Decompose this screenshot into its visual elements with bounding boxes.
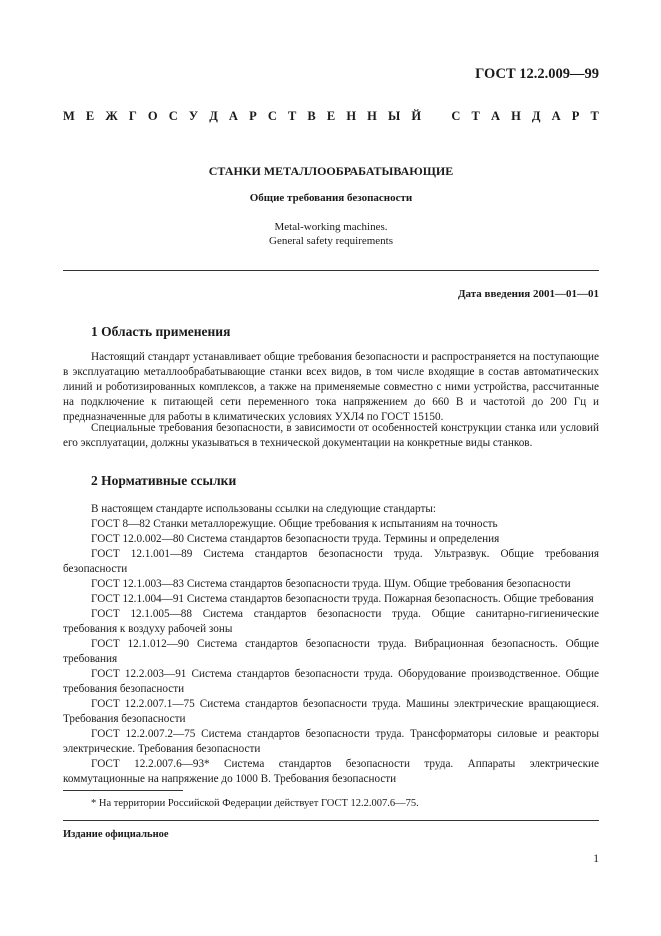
section-1-paragraph-2: Специальные требования безопасности, в зависимости от особенностей конструкции станка или условий его эксплуатации, должны указываться в технической документации на конкретные виды станков. bbox=[63, 422, 599, 449]
reference-item: ГОСТ 8—82 Станки металлорежущие. Общие требования к испытаниям на точность bbox=[91, 518, 498, 530]
banner-letter: Р bbox=[571, 109, 580, 123]
banner-letter: Р bbox=[249, 109, 257, 123]
page-number: 1 bbox=[593, 853, 599, 865]
reference-item: ГОСТ 12.0.002—80 Система стандартов безопасности труда. Термины и определения bbox=[91, 533, 500, 545]
banner-letter: У bbox=[188, 109, 199, 123]
english-title-line-2: General safety requirements bbox=[269, 235, 393, 247]
footer-divider bbox=[63, 820, 599, 821]
banner-letter: М bbox=[63, 109, 75, 123]
banner-gap bbox=[432, 109, 440, 124]
banner-letter: Т bbox=[590, 109, 599, 123]
banner-letter: О bbox=[147, 109, 158, 123]
banner-letter: С bbox=[451, 109, 461, 123]
document-subtitle: Общие требования безопасности bbox=[249, 192, 413, 204]
banner-letter: С bbox=[168, 109, 178, 123]
section-1-paragraph-1: Настоящий стандарт устанавливает общие требования безопасности и распространяется на поступающие в эксплуатацию металлообрабатывающие станки всех видов, в том числе входящие в состав автоматических линий и роботизированных комплексов, а также на применяемые совместно с ними устройства, рассчитанные на подключение к питающей сети переменного тока напряжением до 660 В и частотой до 200 Гц и предназначенные для работы в климатических условиях УХЛ4 по ГОСТ 15150. bbox=[63, 351, 599, 423]
banner-letter: Ж bbox=[105, 109, 118, 123]
banner-letter: А bbox=[228, 109, 238, 123]
banner-letter: А bbox=[551, 109, 561, 123]
banner-letter: А bbox=[490, 109, 500, 123]
standard-code: ГОСТ 12.2.009—99 bbox=[475, 66, 599, 82]
banner-letter: В bbox=[307, 109, 316, 123]
english-title bbox=[63, 220, 599, 248]
banner-letter: Й bbox=[411, 109, 422, 123]
edition-label: Издание официальное bbox=[63, 829, 169, 840]
reference-item: ГОСТ 12.1.004—91 Система стандартов безопасности труда. Пожарная безопасность. Общие требования bbox=[91, 593, 594, 605]
references-intro: В настоящем стандарте использованы ссылки на следующие стандарты: bbox=[91, 503, 436, 515]
reference-item: ГОСТ 12.2.007.1—75 Система стандартов безопасности труда. Машины электрические вращающиеся. Требования безопасности bbox=[63, 698, 599, 725]
banner-letter: Н bbox=[367, 109, 377, 123]
section-1-heading: 1 Область применения bbox=[91, 324, 231, 339]
reference-item: ГОСТ 12.1.012—90 Система стандартов безопасности труда. Вибрационная безопасность. Общие требования bbox=[63, 638, 599, 665]
reference-item: ГОСТ 12.2.007.2—75 Система стандартов безопасности труда. Трансформаторы силовые и реакторы электрические. Требования безопасности bbox=[63, 728, 599, 755]
section-2-heading: 2 Нормативные ссылки bbox=[91, 473, 237, 488]
reference-item: ГОСТ 12.2.007.6—93* Система стандартов безопасности труда. Аппараты электрические коммутационные на напряжение до 1000 В. Требования безопасности bbox=[63, 758, 599, 785]
banner-letter: С bbox=[267, 109, 277, 123]
footnote: * На территории Российской Федерации действует ГОСТ 12.2.007.6—75. bbox=[91, 798, 419, 809]
interstate-standard-banner bbox=[63, 109, 599, 124]
reference-item: ГОСТ 12.1.005—88 Система стандартов безопасности труда. Общие санитарно-гигиенические требования к воздуху рабочей зоны bbox=[63, 608, 599, 635]
banner-letter: Н bbox=[511, 109, 521, 123]
banner-letter: Е bbox=[85, 109, 95, 123]
title-divider bbox=[63, 270, 599, 271]
banner-letter: Д bbox=[531, 109, 541, 123]
footnote-rule bbox=[63, 790, 183, 791]
banner-letter: Ы bbox=[388, 109, 401, 123]
reference-item: ГОСТ 12.1.003—83 Система стандартов безопасности труда. Шум. Общие требования безопасности bbox=[91, 578, 571, 590]
banner-letter: Н bbox=[346, 109, 357, 123]
effective-date: Дата введения 2001—01—01 bbox=[457, 288, 599, 300]
banner-letter: Т bbox=[471, 109, 480, 123]
banner-letter: Г bbox=[128, 109, 137, 123]
references-list bbox=[63, 502, 599, 787]
banner-letter: Д bbox=[209, 109, 218, 123]
document-title: СТАНКИ МЕТАЛЛООБРАБАТЫВАЮЩИЕ bbox=[208, 164, 454, 178]
reference-item: ГОСТ 12.2.003—91 Система стандартов безопасности труда. Оборудование производственное. Общие требования безопасности bbox=[63, 668, 599, 695]
banner-letter: Т bbox=[287, 109, 297, 123]
reference-item: ГОСТ 12.1.001—89 Система стандартов безопасности труда. Ультразвук. Общие требования безопасности bbox=[63, 548, 599, 575]
english-title-line-1: Metal-working machines. bbox=[274, 221, 388, 233]
banner-letter: Е bbox=[326, 109, 336, 123]
